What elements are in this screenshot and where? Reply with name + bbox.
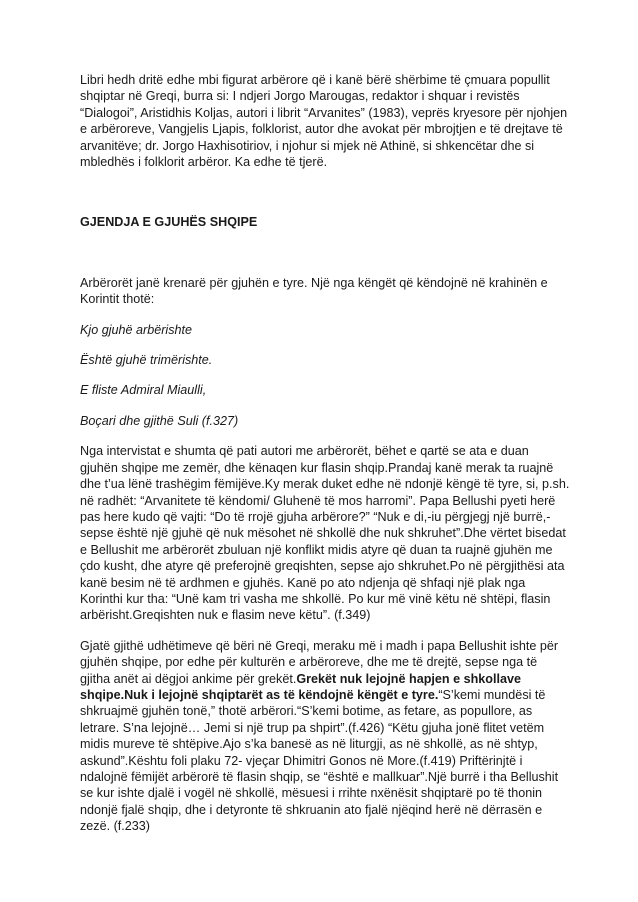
section-heading: GJENDJA E GJUHËS SHQIPE [80,215,258,230]
paragraph-pride: Arbërorët janë krenarë për gjuhën e tyre. Një nga këngët që këndojnë në krahinën e Korintit thotë: [80,275,548,307]
paragraph-journeys-bold: Grekët nuk lejojnë hapjen e shkollave shqipe.Nuk i lejojnë shqiptarët as të këndojnë këngët e tyre. [80,671,521,702]
verse-line-2: Është gjuhë trimërishte. [80,353,213,368]
paragraph-interviews: Nga intervistat e shumta që pati autori me arbërorët, bëhet e qartë se ata e duan gjuhën shqipe me zemër, dhe kënaqen kur flasin shqip.Prandaj kanë merak ta ruajnë dhe t’ua lënë trashëgim fëmijëve.Ky merak duket edhe në ndonjë këngë të tyre, si, p.sh. në radhët: “Arvanitete të këndomi/ Gluhenë të mos harromi”. Papa Bellushi pyeti herë pas here kudo që vajti: “Do të rrojë gjuha arbërore?” “Nuk e di,-iu përgjegj një burrë,-sepse është një gjuhë që nuk mësohet në shkollë dhe nuk shkruhet”.Dhe vërtet bisedat e Bellushit me arbërorët zbuluan një konflikt midis atyre që duan ta ruajnë gjuhën me çdo kusht, dhe atyre që preferojnë greqishten, sepse ajo shkruhet.Po në përgjithësi ata kanë besim në të ardhmen e gjuhës. Kanë po ato ndjenja që shfaqi një plak nga Korinthi kur tha: “Unë kam tri vasha me shkollë. Po kur më vinë këtu në shtëpi, flasin arbërisht.Greqishten nuk e flasim neve këtu”. (f.349) [80,444,570,623]
verse-line-4: Boçari dhe gjithë Suli (f.327) [80,413,239,428]
verse-line-1: Kjo gjuhë arbërishte [80,322,193,337]
paragraph-journeys-text-b: “S’kemi mundësi të shkruajmë gjuhën tonë,” thotë arbërori.“S’kemi botime, as fetare, as popullore, as letrare. S’na lejojnë… Jemi si një trup pa shpirt”.(f.426) “Këtu gjuha jonë flitet vetëm midis mureve të shtëpive.Ajo s’ka banesë as në liturgji, as në shkollë, as në shtyp, askund”.Kështu foli plaku 72- vjeçar Dhimitri Gonos në More.(f.419) Priftërinjtë i ndalojnë fëmijët arbërorë të flasin shqip, se “është e mallkuar”.Një burrë i tha Bellushit se kur ishte djalë i vogël në shkollë, mësuesi i rrihte nxënësit shqiptarë po të thonin ndonjë fjalë shqip, dhe i detyronte të shkruanin ato fjalë njëqind herë në dërrasën e zezë. (f.233) [80,687,559,834]
paragraph-journeys [80,638,570,835]
paragraph-journeys-text-a: Gjatë gjithë udhëtimeve që bëri në Greqi, meraku më i madh i papa Bellushit ishte për gjuhën shqipe, por edhe për kulturën e arbëroreve, dhe me të drejtë, sepse nga të gjitha anët ai dëgjoi ankime për grekët. [80,638,559,686]
intro-paragraph: Libri hedh dritë edhe mbi figurat arbërore që i kanë bërë shërbime të çmuara popullit shqiptar në Greqi, burra si: I ndjeri Jorgo Marougas, redaktor i shquar i revistës “Dialogoi”, Aristidhis Koljas, autori i librit “Arvanites” (1983), veprës kryesore për njohjen e arbëroreve, Vangjelis Ljapis, folklorist, autor dhe avokat për mbrojtjen e të drejtave të arvanitëve; dr. Jorgo Haxhisotiriov, i njohur si mjek në Athinë, si shkencëtar dhe si mbledhës i folklorit arbëror. Ka edhe të tjerë. [80,73,568,170]
verse-line-3: E fliste Admiral Miaulli, [80,383,207,398]
